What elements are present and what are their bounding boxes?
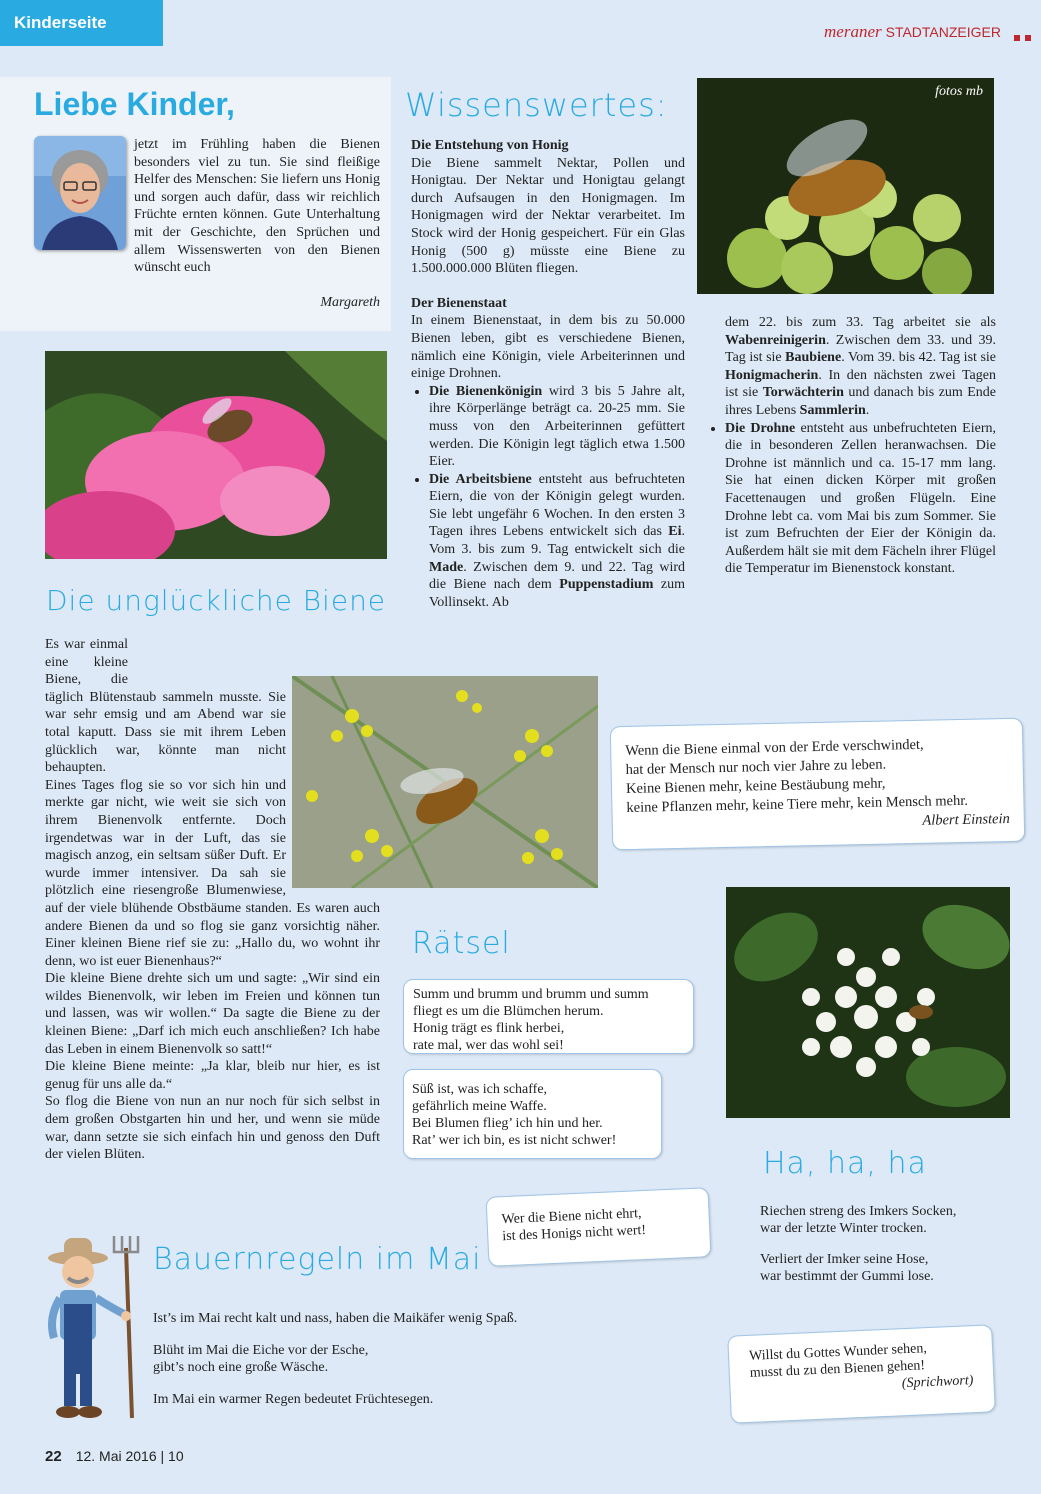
rule-1: Ist’s im Mai recht kalt und nass, haben die Maikäfer wenig Spaß. — [153, 1311, 518, 1326]
rule-2b: gibt’s noch eine große Wäsche. — [153, 1360, 329, 1375]
facts-col1 — [411, 137, 685, 611]
riddle2-line2: gefährlich meine Waffe. — [412, 1099, 547, 1114]
joke2-line1: Verliert der Imker seine Hose, — [760, 1252, 929, 1267]
photo-credit: fotos mb — [935, 84, 983, 99]
riddle1-line3: Honig trägt es flink herbei, — [413, 1021, 565, 1036]
proverb-bubble — [727, 1324, 996, 1423]
drone-item: • Die Drohne entsteht aus unbefruchteten Eiern, die in besonderen Zellen heranwachsen. Die Drohne ist männlich und ca. 15-17 mm lang. Sie hat einen dicken Körper mit großen Facettenaugen und großen Flügeln. Eine Drohne lebt ca. vom Mai bis zum Sommer. Sie ist zum Befruchten der Eier der Königin da. Außerdem hält sie mit dem Fächeln ihrer Flügel die Temperatur im Bienenstock konstant. — [725, 420, 996, 578]
page-footer — [45, 1448, 184, 1465]
einstein-line1: Wenn die Biene einmal von der Erde verschwindet, — [625, 736, 924, 760]
honey-heading: Die Entstehung von Honig — [411, 138, 569, 153]
facts-title: Wissenswertes: — [405, 86, 668, 124]
riddle1-line2: fliegt es um die Blümchen herum. — [413, 1004, 604, 1019]
rules-text — [153, 1310, 517, 1408]
intro-title: Liebe Kinder, — [34, 86, 235, 122]
bee-on-buds-photo — [697, 78, 994, 294]
riddle1-line4: rate mal, wer das wohl sei! — [413, 1038, 564, 1053]
yellow-flower-bee-photo — [292, 676, 598, 888]
proverb-source: (Sprichwort) — [901, 1373, 974, 1392]
joke1-line2: war der letzte Winter trocken. — [760, 1221, 927, 1236]
facts-col2 — [725, 314, 996, 578]
pink-flower-bee-photo — [45, 351, 387, 559]
story-title: Die unglückliche Biene — [46, 584, 387, 617]
riddle-bubble-2 — [403, 1069, 662, 1159]
jokes-text — [760, 1203, 956, 1285]
queen-item: • Die Bienenkönigin wird 3 bis 5 Jahre alt, ihre Körperlänge beträgt ca. 20-25 mm. Sie muss von den Arbeiterinnen gefüttert werden. Die Königin legt täglich etwa 1.500 Eier. — [429, 383, 685, 471]
rules-title: Bauernregeln im Mai — [153, 1242, 482, 1277]
honey-quote-bubble — [486, 1187, 712, 1267]
section-tag: Kinderseite — [0, 0, 163, 46]
riddle2-line1: Süß ist, was ich schaffe, — [412, 1082, 548, 1097]
honey-text: Die Biene sammelt Nektar, Pollen und Honigtau. Der Nektar und Honigtau gelangt durch Aufsaugen in den Honigmagen. Im Honigmagen wird der Nektar verarbeitet. Im Stock wird der Honig gespeichert. Für ein Glas Honig (500 g) müsste eine Biene zu 1.500.000.000 Blüten fliegen. — [411, 155, 685, 277]
story-p2: Eines Tages flog sie so vor sich hin und merkte gar nicht, wie weit sie sich von ihrem Bienenvolk entfernte. Doch irgendetwas war in der Luft, das sie magisch anzog, ein seltsam süßer Duft. Er wurde immer intensiver. Da sah sie plötzlich eine riesengroße Blumenwiese, auf der viele blühende Obstbäume standen. Es waren auch andere Bienen da und so flog sie ganz vorsichtig näher. Einer kleinen Biene rief sie zu: „Hallo du, wo wohnt ihr denn, wo ist euer Bienenhaus?“ — [45, 777, 380, 969]
story-p4: Die kleine Biene meinte: „Ja klar, bleib nur hier, es ist genug für uns alle da.“ — [45, 1059, 380, 1092]
story-p1: Es war einmal eine kleine Biene, die täglich Blütenstaub sammeln musste. Sie war sehr emsig und am Abend war sie total kaputt. Dass sie mit ihrem Leben glücklich war, könnte man nicht behaupten. — [45, 637, 286, 776]
story-p5: So flog die Biene von nun an nur noch für sich selbst in dem großen Obstgarten hin und her, und wenn sie müde war, dann setzte sie sich einfach hin und genoss den Duft der vielen Blüten. — [45, 1094, 380, 1163]
einstein-quote-bubble — [610, 718, 1026, 851]
riddle-bubble-1 — [403, 979, 694, 1054]
brand-script: meraner — [824, 22, 882, 41]
intro-text-block — [34, 136, 380, 277]
einstein-line4: keine Pflanzen mehr, keine Tiere mehr, kein Mensch mehr. — [626, 792, 969, 817]
einstein-line3: Keine Bienen mehr, keine Bestäubung mehr, — [625, 775, 886, 798]
story-p3: Die kleine Biene drehte sich um und sagte: „Wir sind ein wildes Bienenvolk, wir leben im Freien und können tun und lassen, was wir wollen.“ Da sagte die Biene zu der kleinen Biene: „Darf ich mich euch anschließen? Ich habe das Leben in einem Bienenvolk so satt!“ — [45, 971, 380, 1057]
riddle2-line3: Bei Blumen flieg’ ich hin und her. — [412, 1116, 603, 1131]
intro-text: jetzt im Frühling haben die Bienen besonders viel zu tun. Sie sind fleißige Helfer des Menschen: Sie liefern uns Honig und sorgen auch dafür, dass wir reichlich Früchte ernten können. Gute Unterhaltung mit der Geschichte, den Sprüchen und allem Wissenswerten von den Bienen wünscht euch — [134, 137, 380, 276]
riddle-title: Rätsel — [412, 926, 511, 961]
worker-continued: dem 22. bis zum 33. Tag arbeitet sie als Wabenreinigerin. Zwischen dem 33. und 39. Tag ist sie Baubiene. Vom 39. bis 42. Tag ist sie Honigmacherin. In den nächsten zwei Tagen ist sie Torwächterin und danach bis zum Ende ihres Lebens Sammlerin. — [725, 315, 997, 418]
riddle2-line4: Rat’ wer ich bin, es ist nicht schwer! — [412, 1133, 617, 1148]
farmer-illustration — [42, 1228, 142, 1424]
worker-item: • Die Arbeitsbiene entsteht aus befruchteten Eiern, die von der Königin gelegt wurden. Sie lebt ungefähr 6 Wochen. In den ersten 3 Tagen ihres Lebens entwickelt sich das Ei. Vom 3. bis zum 9. Tag entwickelt sich die Made. Zwischen dem 9. und 22. Tag wird die Biene nach dem Puppenstadium zum Vollinsekt. Ab — [429, 471, 685, 612]
honey-quote-line1: Wer die Biene nicht ehrt, — [501, 1206, 642, 1228]
white-flower-bee-photo — [726, 887, 1010, 1118]
joke2-line2: war bestimmt der Gummi lose. — [760, 1269, 934, 1284]
issue-info: 12. Mai 2016 | 10 — [75, 1448, 184, 1464]
rule-3: Im Mai ein warmer Regen bedeutet Früchtesegen. — [153, 1392, 434, 1407]
state-heading: Der Bienenstaat — [411, 295, 507, 311]
brand-name: STADTANZEIGER — [885, 24, 1001, 40]
page-number: 22 — [45, 1448, 62, 1465]
intro-signature: Margareth — [320, 295, 380, 310]
proverb-line2: musst du zu den Bienen gehen! — [749, 1358, 926, 1381]
joke1-line1: Riechen streng des Imkers Socken, — [760, 1204, 957, 1219]
brand-logo — [824, 22, 1001, 42]
honey-quote-line2: ist des Honigs nicht wert! — [502, 1222, 647, 1245]
proverb-line1: Willst du Gottes Wunder sehen, — [748, 1341, 928, 1364]
rule-2a: Blüht im Mai die Eiche vor der Esche, — [153, 1343, 369, 1358]
einstein-author: Albert Einstein — [922, 810, 1010, 829]
riddle1-line1: Summ und brumm und brumm und summ — [413, 987, 649, 1002]
einstein-line2: hat der Mensch nur noch vier Jahre zu leben. — [625, 756, 887, 779]
state-intro: In einem Bienenstaat, in dem bis zu 50.000 Bienen leben, gibt es verschiedene Bienen, nämlich eine Königin, viele Arbeiterinnen und einige Drohnen. — [411, 313, 685, 382]
brand-dots — [1009, 28, 1031, 46]
jokes-title: Ha, ha, ha — [763, 1146, 927, 1181]
